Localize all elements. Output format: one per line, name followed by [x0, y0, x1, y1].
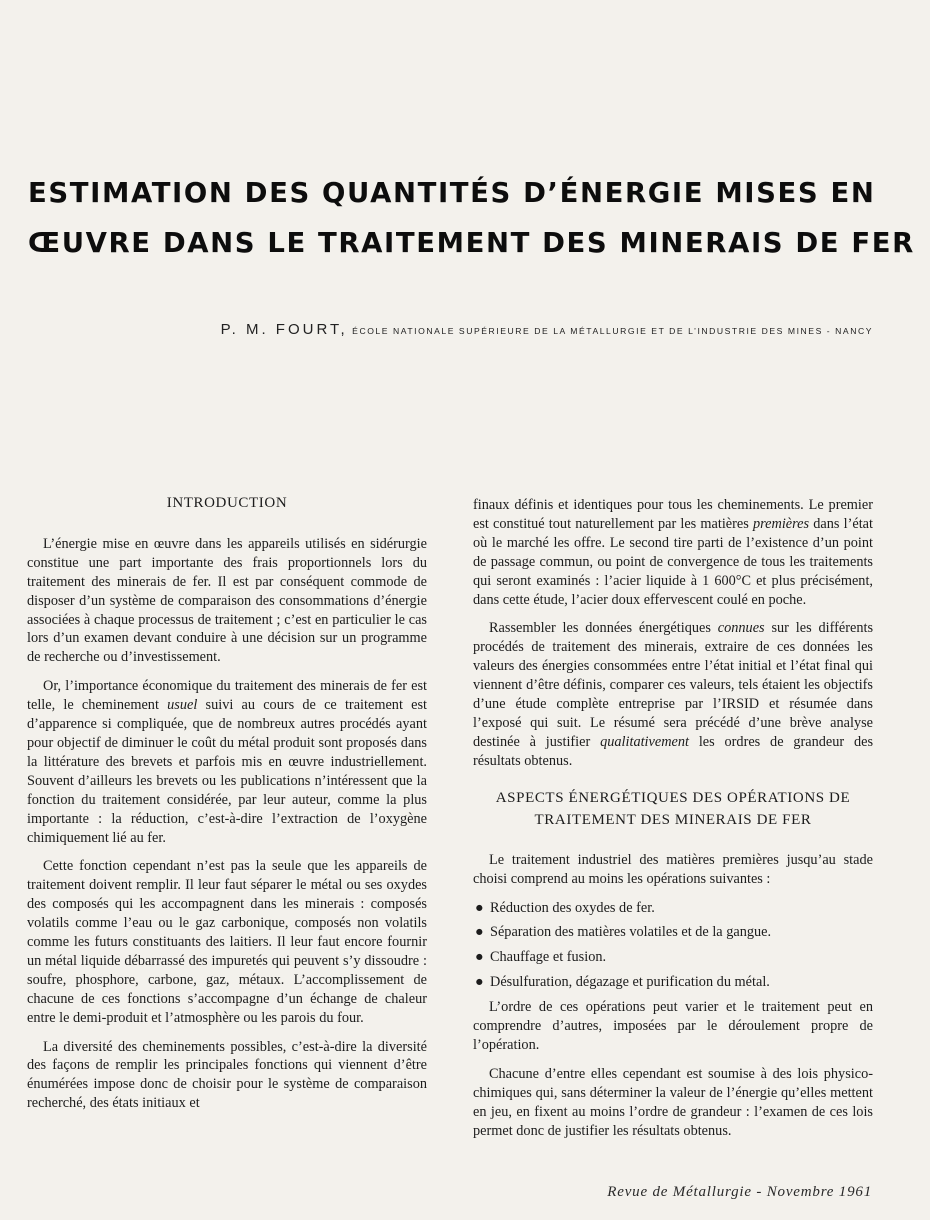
paragraph: Cette fonction cependant n’est pas la seule que les appareils de traitement doivent remplir. Il leur faut séparer le métal ou ses oxydes des composés qui les accompagnent dans les minerais : composés volatils comme l’eau ou le gaz carbonique, composés non volatils comme les futurs constituants des laitiers. Il leur faut encore fournir un métal liquide débarrassé des impuretés qui peuvent s’y dissoudre : soufre, phosphore, carbone, gaz, métaux. L’accomplissement de chacune de ces fonctions s’accompagne d’un échange de chaleur entre le demi-produit et l’atmosphère ou les parois du four.	[27, 858, 427, 1026]
byline	[160, 321, 873, 339]
left-column	[27, 492, 427, 1123]
paragraph: L’ordre de ces opérations peut varier et le traitement peut en comprendre d’autres, imposées par le déroulement propre de l’opération.	[473, 999, 873, 1053]
bullet-icon: ●	[475, 949, 484, 966]
section-heading-aspects: ASPECTS ÉNERGÉTIQUES DES OPÉRATIONS DE TRAITEMENT DES MINERAIS DE FER	[495, 789, 851, 828]
list-item-text: Désulfuration, dégazage et purification du métal.	[490, 974, 770, 991]
paragraph	[473, 496, 873, 609]
author-name: P. M. FOURT,	[220, 321, 348, 338]
emphasis: usuel	[167, 697, 198, 714]
bullet-icon: ●	[475, 924, 484, 941]
emphasis: connues	[717, 620, 765, 637]
author-affiliation: ÉCOLE NATIONALE SUPÉRIEURE DE LA MÉTALLURGIE ET DE L’INDUSTRIE DES MINES - NANCY	[352, 326, 873, 336]
journal-footer: Revue de Métallurgie - Novembre 1961	[607, 1184, 872, 1200]
text-run: dans l’état où le marché les offre. Le second tire parti de l’existence d’un point de passage commun, ou point de convergence de tous les traitements qui seront examinés : l’acier liquide à 1 600°C et plus précisément, dans cette étude, l’acier doux effervescent coulé en poche.	[473, 515, 873, 608]
paragraph	[27, 677, 427, 847]
list-item-text: Séparation des matières volatiles et de la gangue.	[490, 924, 772, 941]
title-line-2: ŒUVRE DANS LE TRAITEMENT DES MINERAIS DE FER	[28, 227, 915, 259]
emphasis: qualitativement	[600, 733, 690, 750]
bullet-icon: ●	[475, 974, 484, 991]
emphasis: premières	[752, 515, 810, 532]
list-item	[473, 948, 873, 967]
paragraph: Chacune d’entre elles cependant est soumise à des lois physico-chimiques qui, sans déterminer la valeur de l’énergie qu’elles mettent en jeu, en fixent au moins l’ordre de grandeur : l’examen de ces lois permet donc de justifier les résultats obtenus.	[473, 1065, 873, 1139]
right-column	[473, 496, 873, 1150]
paragraph: L’énergie mise en œuvre dans les appareils utilisés en sidérurgie constitue une part importante des frais proportionnels lors du traitement des minerais de fer. Il est par conséquent commode de disposer d’un système de comparaison des consommations d’énergie associées à chaque processus de traitement ; c’est en particulier le cas lors d’un examen devant conduire à une décision sur un programme de recherche ou d’investissement.	[27, 535, 427, 666]
list-item	[473, 899, 873, 918]
paragraph	[473, 619, 873, 770]
text-run: les ordres de grandeur des résultats obtenus.	[473, 733, 874, 769]
title-line-1: ESTIMATION DES QUANTITÉS D’ÉNERGIE MISES EN	[28, 177, 876, 209]
operations-list	[473, 899, 873, 993]
list-item	[473, 923, 873, 942]
article-title	[28, 168, 915, 268]
list-item	[473, 973, 873, 992]
paragraph: La diversité des cheminements possibles, c’est-à-dire la diversité des façons de remplir les principales fonctions qui viennent d’être énumérées impose donc de choisir pour le système de comparaison recherché, des états initiaux et	[27, 1038, 427, 1112]
text-run: suivi au cours de ce traitement est d’apparence si compliquée, que de nombreux autres procédés ayant pour objectif de diminuer le coût du métal produit sont proposés dans la littérature des brevets et parfois mis en œuvre industriellement. Souvent d’ailleurs les brevets ou les publications n’intéressent que la fonction du traitement considérée, par leur auteur, comme la plus importante : la réduction, c’est-à-dire l’extraction de l’oxygène chimiquement lié au fer.	[27, 697, 427, 846]
paragraph: Le traitement industriel des matières premières jusqu’au stade choisi comprend au moins les opérations suivantes :	[473, 851, 873, 887]
text-run: Or, l’importance économique du traitement des minerais de fer est telle, le cheminement	[27, 678, 427, 714]
text-run: sur les différents procédés de traitement des minerais, extraire de ces données les valeurs des énergies consommées entre l’état initial et l’état final qui viennent d’être définis, comparer ces valeurs, tels étaient les objectifs d’une étude complète entreprise par l’IRSID et résumée dans l’exposé qui suit. Le résumé sera précédé d’une brève analyse destinée à justifier	[473, 620, 874, 750]
list-item-text: Réduction des oxydes de fer.	[490, 899, 655, 916]
list-item-text: Chauffage et fusion.	[490, 949, 607, 966]
bullet-icon: ●	[475, 899, 484, 916]
text-run: finaux définis et identiques pour tous les cheminements. Le premier est constitué tout naturellement par les matières	[473, 497, 873, 532]
section-heading-introduction: INTRODUCTION	[166, 495, 288, 511]
text-run: Rassembler les données énergétiques	[489, 620, 711, 637]
